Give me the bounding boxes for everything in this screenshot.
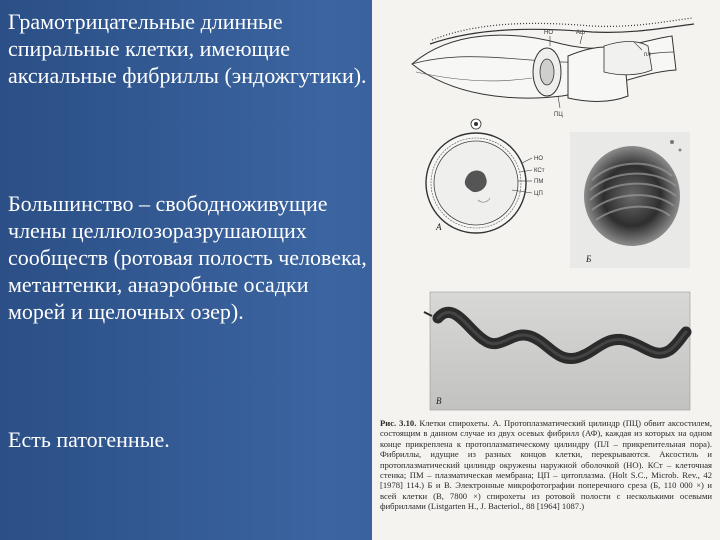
panel-label-c: В [436,396,442,406]
label-pc: ПЦ [554,112,563,118]
label-cp: ЦП [534,191,543,197]
paragraph-habitat: Большинство – свободноживущие члены целлюлозоразрушающих сообществ (ротовая полость человека, метантенки, анаэробные осадки морей и щелочных озер). [8,191,367,324]
micrograph-cross-section [570,132,690,268]
panel-label-a: А [436,222,442,232]
label-af: Аф [576,30,586,36]
spirochete-figure [372,0,720,540]
figure-caption [380,418,712,512]
cross-section-diagram [426,119,545,233]
label-pl: пл [644,52,651,58]
label-no: НО [544,30,553,36]
label-no-2: НО [534,156,543,162]
label-kst: КСт [534,168,545,174]
label-pm: ПМ [534,179,544,185]
paragraph-description: Грамотрицательные длинные спиральные клетки, имеющие аксиальные фибриллы (эндожгутики). [8,9,367,88]
paragraph-pathogenic: Есть патогенные. [8,427,170,452]
caption-lead: Рис. 3.10. [380,418,417,428]
micrograph-whole-cell [424,292,690,410]
schematic-cell-drawing [412,18,694,118]
caption-body: Клетки спирохеты. А. Протоплазматический цилиндр (ПЦ) обвит аксостилем, состоящим в данном случае из двух осевых фибрилл (АФ), каждая из которых на одном конце прикреплена к протоплазматическому цилиндру (ПЛ – прикрепительная пора). Фибриллы, идущие из разных концов клетки, перекрываются. Аксостиль и протоплазматический цилиндр окружены наружной оболочкой (НО). КСт – клеточная стенка; ПМ – плазматическая мембрана; ЦП – цитоплазма. (Holt S.C., Microb. Rev., 42 [1978] 114.) Б и В. Электронные микрофотографии поперечного среза (Б, 110 000 ×) и всей клетки (В, 7800 ×) спирохеты из ротовой полости с несколькими осевыми фибриллами (Listgarten H., J. Bacteriol., 88 [1964] 1087.) [380,418,712,512]
panel-label-b: Б [586,254,592,264]
